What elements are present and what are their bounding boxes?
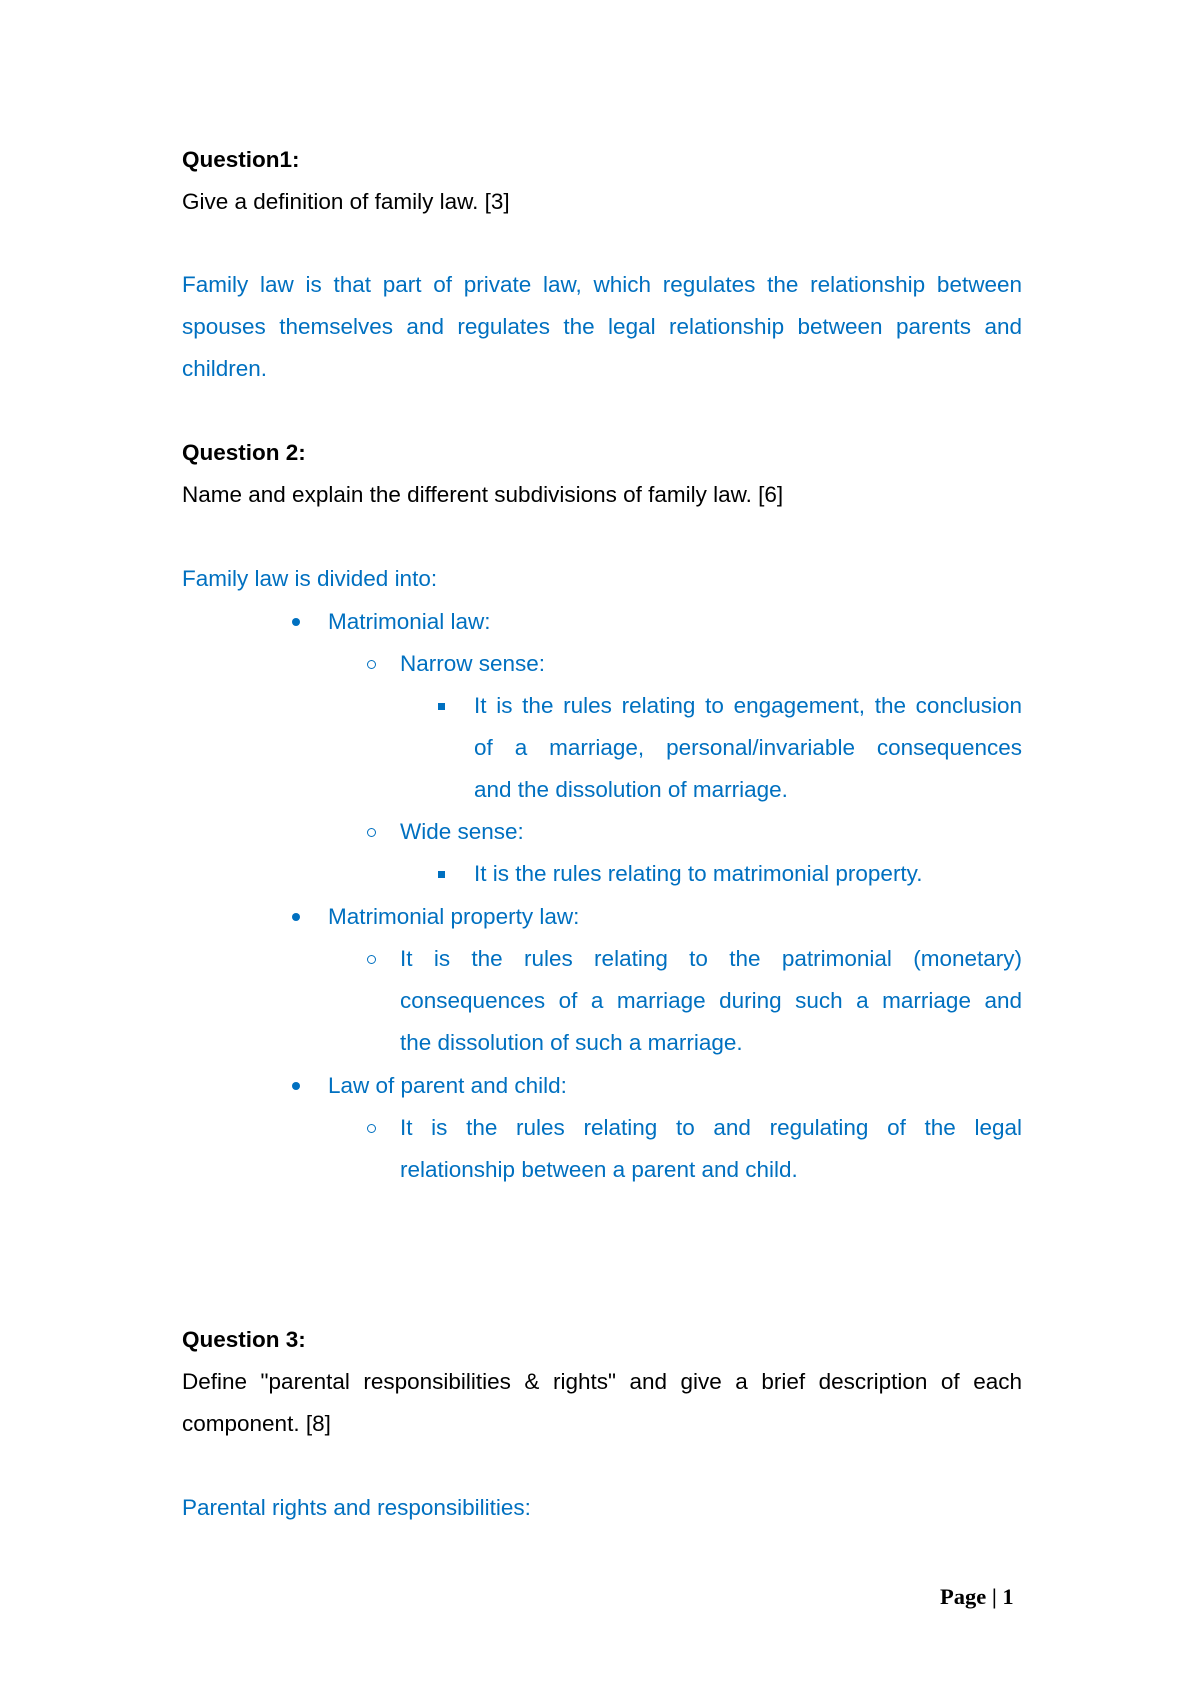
list-item-narrow-sense: Narrow sense:	[400, 651, 546, 676]
bullet-square-icon	[435, 691, 447, 721]
narrow-sense-line-3: and the dissolution of marriage.	[474, 777, 788, 802]
bullet-circle-icon	[365, 944, 377, 974]
answer-1-line-2: spouses themselves and regulates the legal relationship between parents and	[182, 314, 1022, 339]
page-number: Page | 1	[940, 1584, 1014, 1609]
property-law-line-3: the dissolution of such a marriage.	[400, 1030, 743, 1055]
bullet-circle-icon	[365, 649, 377, 679]
bullet-dot-icon	[290, 1071, 302, 1101]
answer-3-intro: Parental rights and responsibilities:	[182, 1495, 531, 1520]
answer-1-line-3: children.	[182, 356, 268, 381]
parent-child-line-1: It is the rules relating to and regulating of the legal	[400, 1115, 1022, 1140]
question-3-line-1: Define "parental responsibilities & rights" and give a brief description of each	[182, 1369, 1022, 1394]
list-item-matrimonial-law: Matrimonial law:	[328, 609, 491, 634]
property-law-line-2: consequences of a marriage during such a marriage and	[400, 988, 1022, 1013]
question-1-text: Give a definition of family law. [3]	[182, 189, 510, 214]
bullet-dot-icon	[290, 902, 302, 932]
list-item-law-of-parent-and-child: Law of parent and child:	[328, 1073, 567, 1098]
bullet-dot-icon	[290, 607, 302, 637]
question-2-heading: Question 2:	[182, 440, 306, 465]
wide-sense-text: It is the rules relating to matrimonial property.	[474, 861, 923, 886]
question-3-heading: Question 3:	[182, 1327, 306, 1352]
question-3-line-2: component. [8]	[182, 1411, 331, 1436]
property-law-line-1: It is the rules relating to the patrimonial (monetary)	[400, 946, 1022, 971]
answer-2-intro: Family law is divided into:	[182, 566, 438, 591]
bullet-square-icon	[435, 859, 447, 889]
bullet-circle-icon	[365, 817, 377, 847]
question-2-text: Name and explain the different subdivisions of family law. [6]	[182, 482, 784, 507]
narrow-sense-line-2: of a marriage, personal/invariable consequences	[474, 735, 1022, 760]
narrow-sense-line-1: It is the rules relating to engagement, the conclusion	[474, 693, 1022, 718]
list-item-matrimonial-property-law: Matrimonial property law:	[328, 904, 580, 929]
question-1-heading: Question1:	[182, 147, 300, 172]
bullet-circle-icon	[365, 1113, 377, 1143]
answer-1-line-1: Family law is that part of private law, which regulates the relationship between	[182, 272, 1022, 297]
parent-child-line-2: relationship between a parent and child.	[400, 1157, 798, 1182]
list-item-wide-sense: Wide sense:	[400, 819, 524, 844]
